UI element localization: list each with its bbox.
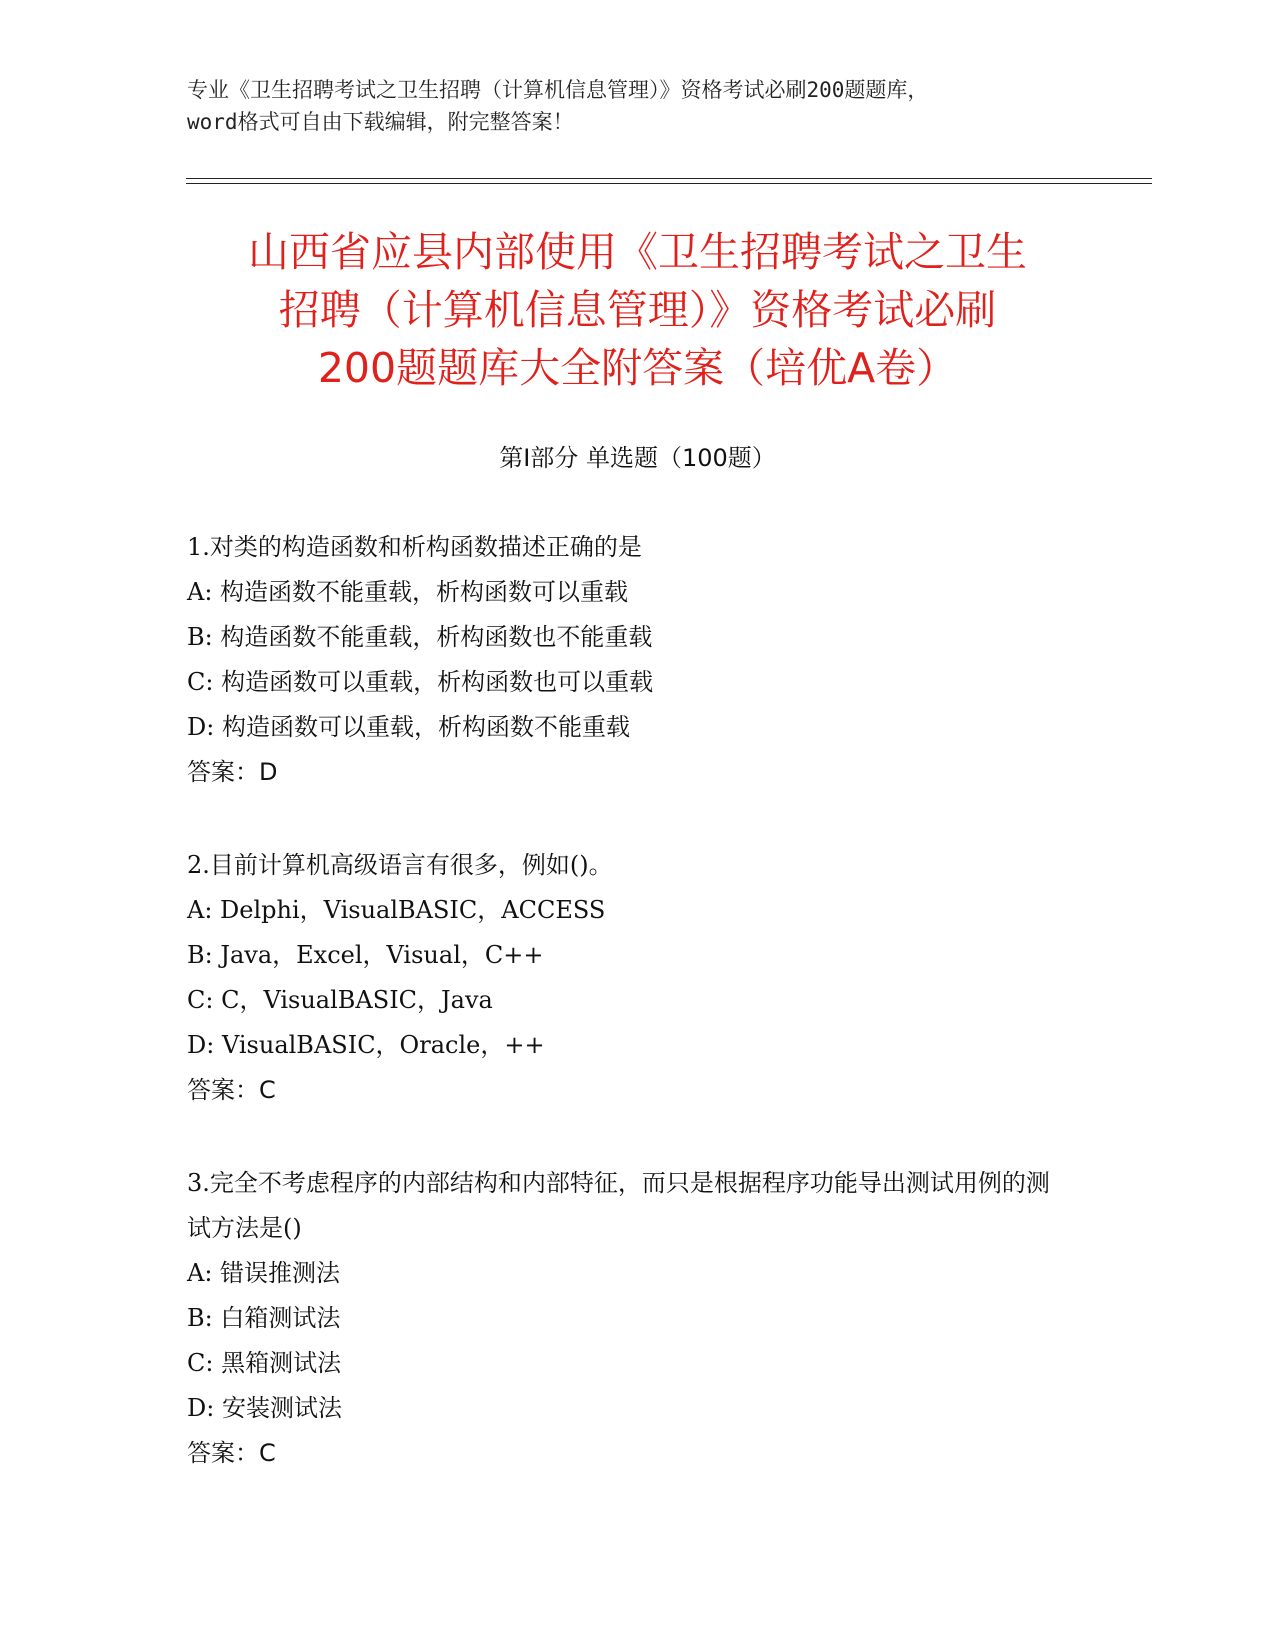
header-line-2: word格式可自由下载编辑，附完整答案！: [187, 110, 574, 134]
title-line-1: 山西省应县内部使用《卫生招聘考试之卫生: [248, 228, 1027, 276]
option-c: C: 构造函数可以重载，析构函数也可以重载: [187, 668, 654, 696]
option-c: C: 黑箱测试法: [187, 1349, 342, 1377]
option-b: B: 构造函数不能重载，析构函数也不能重载: [187, 623, 653, 651]
option-b: B: Java，Excel，Visual，C++: [187, 941, 544, 969]
title-line-3: 200题题库大全附答案（培优A卷）: [317, 344, 958, 392]
option-b: B: 白箱测试法: [187, 1304, 341, 1332]
option-d: D: VisualBASIC，Oracle，++: [187, 1031, 545, 1059]
option-a: A: 错误推测法: [187, 1259, 341, 1287]
section-heading: 第Ⅰ部分 单选题（100题）: [499, 444, 776, 472]
option-a: A: 构造函数不能重载，析构函数可以重载: [187, 578, 629, 606]
title-line-2: 招聘（计算机信息管理）》资格考试必刷: [278, 286, 997, 334]
header-divider-top: [186, 178, 1152, 179]
header-line-1: 专业《卫生招聘考试之卫生招聘（计算机信息管理）》资格考试必刷200题题库，: [187, 78, 929, 102]
question-stem: 1.对类的构造函数和析构函数描述正确的是: [187, 533, 642, 561]
document-title: [160, 223, 1115, 397]
answer-text: 答案：C: [187, 1076, 276, 1104]
option-a: A: Delphi，VisualBASIC，ACCESS: [187, 896, 606, 924]
option-d: D: 安装测试法: [187, 1394, 342, 1422]
answer-text: 答案：C: [187, 1439, 276, 1467]
option-d: D: 构造函数可以重载，析构函数不能重载: [187, 713, 630, 741]
question-block: [187, 525, 1067, 795]
question-block: [187, 843, 1067, 1113]
document-header: [187, 74, 1077, 138]
answer-text: 答案：D: [187, 758, 278, 786]
header-divider-bottom: [186, 183, 1152, 184]
question-stem: 2.目前计算机高级语言有很多，例如()。: [187, 851, 613, 879]
question-block: [187, 1161, 1067, 1476]
option-c: C: C，VisualBASIC，Java: [187, 986, 493, 1014]
question-stem: 3.完全不考虑程序的内部结构和内部特征，而只是根据程序功能导出测试用例的测试方法是(): [187, 1169, 1050, 1242]
